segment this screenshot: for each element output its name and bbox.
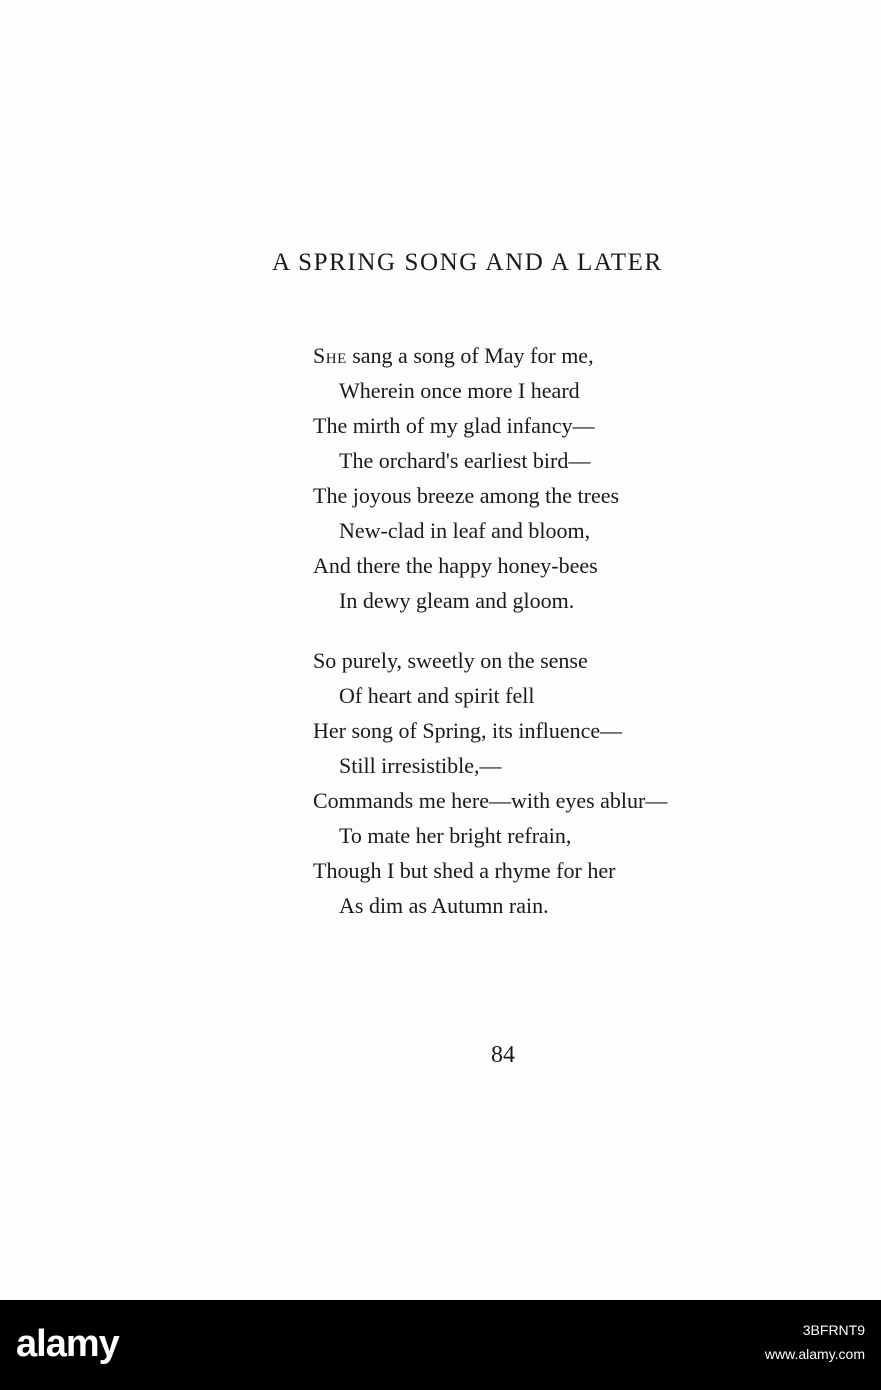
poem-line: Though I but shed a rhyme for her — [313, 858, 616, 883]
poem-line: To mate her bright refrain, — [339, 823, 572, 848]
poem-line: The joyous breeze among the trees — [313, 483, 620, 508]
poem-line — [313, 338, 833, 373]
poem-title: A SPRING SONG AND A LATER — [272, 249, 663, 276]
poem-first-word: She — [313, 343, 347, 368]
poem-line: Commands me here—with eyes ablur— — [313, 788, 668, 813]
poem-line: Wherein once more I heard — [339, 378, 580, 403]
image-credit — [765, 1318, 865, 1366]
poem-line: And there the happy honey-bees — [313, 553, 598, 578]
poem-line: The mirth of my glad infancy— — [313, 413, 595, 438]
poem-line: As dim as Autumn rain. — [339, 893, 549, 918]
poem-line-text: sang a song of May for me, — [346, 343, 594, 368]
watermark-footer — [0, 1300, 881, 1390]
site-url: www.alamy.com — [764, 1346, 865, 1362]
page-number: 84 — [491, 1042, 515, 1068]
poem-line: Her song of Spring, its influence— — [313, 718, 623, 743]
poem-line: New-clad in leaf and bloom, — [339, 518, 591, 543]
stanza-2 — [313, 643, 833, 923]
poem-line: In dewy gleam and gloom. — [339, 588, 575, 613]
poem-line: Of heart and spirit fell — [339, 683, 535, 708]
poem-line: The orchard's earliest bird— — [339, 448, 591, 473]
poem-line: Still irresistible,— — [339, 753, 502, 778]
alamy-logo: alamy — [16, 1323, 119, 1365]
image-id: 3BFRNT9 — [802, 1322, 865, 1338]
poem-line: So purely, sweetly on the sense — [313, 648, 588, 673]
stanza-1 — [313, 338, 833, 618]
